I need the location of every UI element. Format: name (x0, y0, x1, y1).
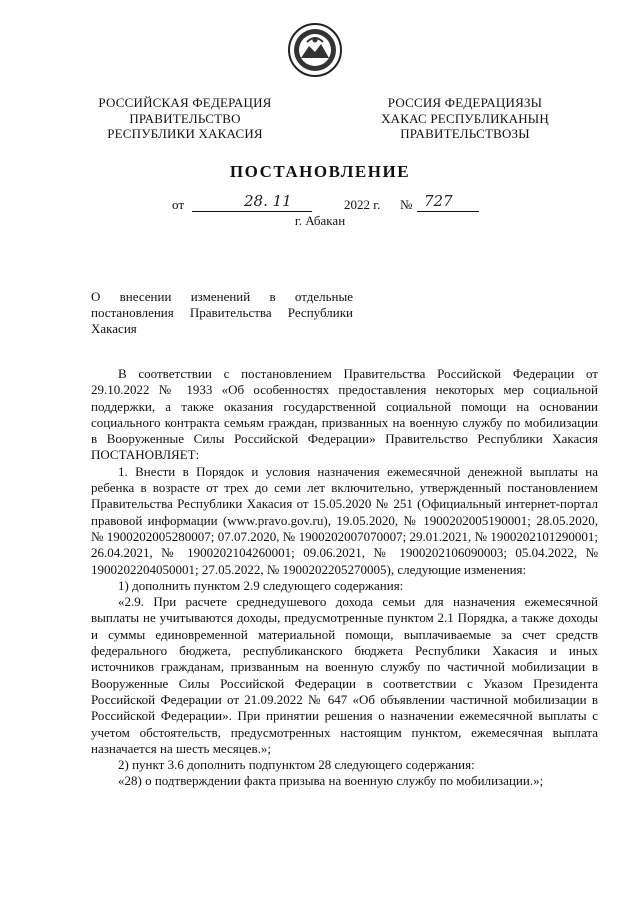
coat-of-arms-icon (287, 22, 343, 78)
header-left-line: РОССИЙСКАЯ ФЕДЕРАЦИЯ (98, 95, 272, 110)
body-text (91, 366, 598, 790)
year: 2022 г. (344, 197, 381, 212)
paragraph: В соответствии с постановлением Правительства Российской Федерации от 29.10.2022 № 1933 «Об особенностях предоставления некоторых мер социальной поддержки, а также оказания государственной социальной помощи на основании социального контракта семьям граждан, призванных на военную службу по мобилизации в Вооруженные Силы Российской Федерации» Правительство Республики Хакасия ПОСТАНОВЛЯЕТ: (91, 366, 598, 463)
paragraph: 1. Внести в Порядок и условия назначения ежемесячной денежной выплаты на ребенка в возрасте от трех до семи лет включительно, утвержденный постановлением Правительства Республики Хакасия от 15.05.2020 № 251 (Официальный интернет-портал правовой информации (www.pravo.gov.ru), 19.05.2020, № 1900202005190001; 28.05.2020, № 1900202005280007; 07.07.2020, № 1900202007070007; 29.01.2021, № 1900202101290001; 26.04.2021, № 1900202104260001; 09.06.2021, № 1900202106090003; 05.04.2022, № 1900202204050001; 27.05.2022, № 1900202205270005), следующие изменения: (91, 463, 598, 577)
header-right-line: РОССИЯ ФЕДЕРАЦИЯЗЫ (387, 95, 543, 110)
number-handwritten: 727 (424, 192, 453, 210)
subject: О внесении изменений в отдельные постановления Правительства Республики Хакасия (91, 289, 353, 336)
paragraph: 1) дополнить пунктом 2.9 следующего содержания: (118, 577, 404, 593)
document-title: ПОСТАНОВЛЕНИЕ (229, 162, 411, 181)
header-left-line: ПРАВИТЕЛЬСТВО (129, 110, 241, 126)
header-left-line: РЕСПУБЛИКИ ХАКАСИЯ (107, 126, 263, 141)
paragraph: «28) о подтверждении факта призыва на военную службу по мобилизации.»; (118, 773, 544, 789)
header-right-line: ХАКАС РЕСПУБЛИКАНЫҢ (381, 110, 549, 126)
paragraph: 2) пункт 3.6 дополнить подпунктом 28 следующего содержания: (118, 757, 475, 773)
date-prefix: от (172, 197, 185, 212)
header-right (355, 95, 575, 142)
date-handwritten: 28. 11 (244, 192, 292, 210)
header-left (85, 95, 285, 142)
paragraph: «2.9. При расчете среднедушевого дохода семьи для назначения ежемесячной выплаты не учитываются доходы, предусмотренные пунктом 2.1 Порядка, а также доходы и суммы единовременной материальной помощи, выплачиваемые за счет средств федерального бюджета, республиканского бюджета Республики Хакасия и иных источников гражданам, призванным на военную службу по частичной мобилизации в Вооруженные Силы Российской Федерации в соответствии с Указом Президента Российской Федерации от 21.09.2022 № 647 «Об объявлении частичной мобилизации в Российской Федерации». При принятии решения о назначении ежемесячной выплаты с учетом обстоятельств, предусмотренных настоящим пунктом, ежемесячная выплата назначается на шесть месяцев.»; (91, 594, 598, 756)
number-sign: № (400, 197, 413, 212)
city: г. Абакан (294, 213, 346, 228)
header-right-line: ПРАВИТЕЛЬСТВОЗЫ (400, 126, 530, 141)
